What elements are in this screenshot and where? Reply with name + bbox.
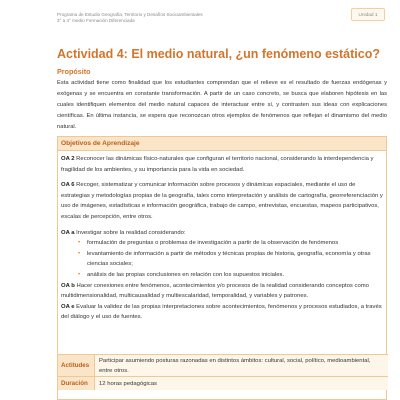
list-item-text: levantamiento de información a partir de métodos y técnicas propias de historia, geografía, economía y otras ciencias sociales; [87, 250, 371, 268]
activity-title: Actividad 4: El medio natural, ¿un fenómeno estático? [57, 47, 380, 61]
objective-oae [61, 302, 383, 323]
objective-code: OA b [61, 282, 75, 289]
objective-text: Investigar sobre la realidad considerando: [76, 229, 186, 236]
program-level-line: 3° a 4° medio Formación Diferenciada [57, 18, 135, 23]
objective-code: OA 6 [61, 182, 75, 189]
list-item-text: formulación de preguntas o problemas de investigación a partir de la observación de fenómenos [87, 240, 339, 247]
unit-badge: Unidad 1 [351, 8, 385, 21]
objective-oa2 [61, 154, 383, 175]
objective-oab [61, 281, 383, 302]
bullet-icon: • [78, 250, 81, 257]
objective-code: OA e [61, 303, 75, 310]
activities-label: Actitudes [58, 355, 95, 376]
list-item [78, 270, 383, 281]
program-header [57, 12, 317, 24]
objective-text: Hacer conexiones entre fenómenos, acontecimientos y/o procesos de la realidad considerando conceptos como multidimensionalidad, multicausalidad y multiescalaridad, temporalidad, y variables y patrones. [61, 282, 369, 300]
program-title-line: Programa de Estudio Geografía, Territorio y Desafíos Socioambientales [57, 12, 203, 17]
objective-oaa-list [61, 238, 383, 280]
activities-row [58, 354, 388, 376]
objective-code: OA a [61, 229, 75, 236]
objective-oaa [61, 228, 383, 239]
duration-label: Duración [58, 377, 95, 390]
list-item [78, 249, 383, 270]
purpose-heading: Propósito [57, 67, 91, 76]
objective-oa6 [61, 180, 383, 222]
list-item-text: análisis de las propias conclusiones en relación con los supuestos iniciales. [87, 271, 285, 278]
purpose-paragraph: Esta actividad tiene como finalidad que los estudiantes comprendan que el relieve es el resultado de fuerzas endógenas y exógenas y se encuentra en constante transformación. A partir de un caso concreto, se busca que elaboren hipótesis en las cuales identifiquen elementos del medio natural capaces de interactuar entre sí, y contrasten sus ideas con explicaciones científicas. En última instancia, se espera que reconozcan otros ejemplos de fenómenos que reflejan el dinamismo del medio natural. [57, 80, 387, 130]
objective-text: Reconocer las dinámicas físico-naturales que configuran el territorio nacional, considerando la interdependencia y fragilidad de los ambientes, y su importancia para la vida en sociedad. [61, 156, 374, 173]
duration-row [58, 376, 388, 390]
list-item [78, 238, 383, 249]
learning-objectives-table [57, 136, 387, 400]
objectives-heading: Objetivos de Aprendizaje [58, 137, 386, 151]
duration-value: 12 horas pedagógicas [95, 377, 388, 390]
objectives-body [58, 151, 386, 323]
objective-text: Evaluar la validez de las propias interpretaciones sobre acontecimientos, fenómenos y procesos estudiados, a través del diálogo y el uso de fuentes. [61, 303, 382, 321]
bullet-icon: • [78, 271, 81, 278]
activities-value: Participar asumiendo posturas razonadas en distintos ámbitos: cultural, social, político, medioambiental, entre otros. [95, 355, 388, 376]
objective-code: OA 2 [61, 156, 75, 162]
objective-text: Recoger, sistematizar y comunicar información sobre procesos y dinámicas espaciales, mediante el uso de estrategias y metodologías propias de la geografía, tales como interpretación y análisis de cartografía, georreferenciación y uso de imágenes, estadísticas e información geográfica, trabajo de campo, entrevistas, encuestas, mapeos participativos, escalas de percepción, entre otros. [61, 182, 383, 220]
bullet-icon: • [78, 240, 81, 247]
